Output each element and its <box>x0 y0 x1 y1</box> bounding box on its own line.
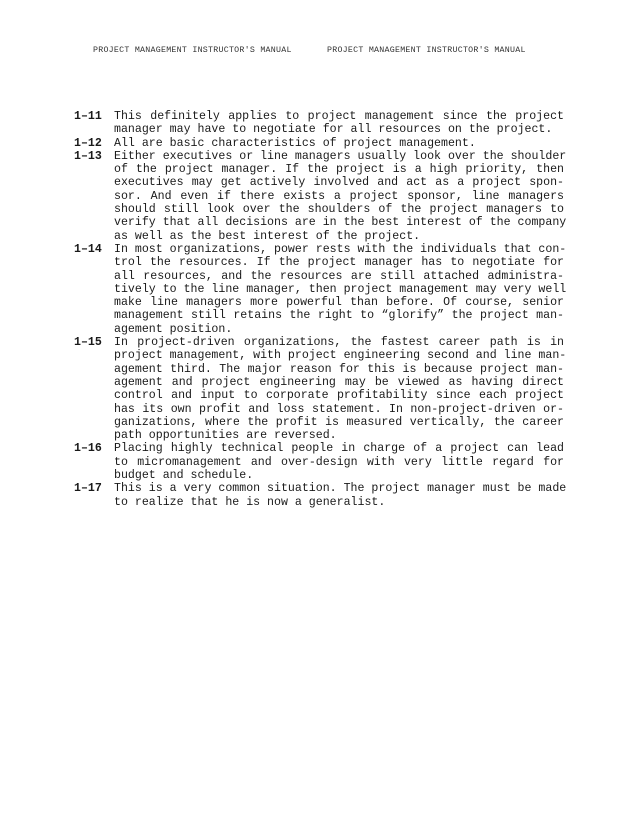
answer-line: agement third. The major reason for this is because project man- <box>114 362 564 376</box>
answer-line: has its own profit and loss statement. In non-project-driven or- <box>114 402 564 416</box>
answer-text <box>114 137 564 150</box>
answer-number: 1–14 <box>74 242 102 256</box>
answer-number: 1–16 <box>74 442 102 456</box>
answer-line: Either executives or line managers usually look over the shoulder <box>114 149 567 163</box>
answer-line: This is a very common situation. The project manager must be made <box>114 482 567 496</box>
answer-item <box>74 110 564 137</box>
answer-text <box>114 242 567 336</box>
answer-item <box>74 482 567 509</box>
answer-number: 1–17 <box>74 482 102 496</box>
answer-line: verify that all decisions are in the best interest of the company <box>114 216 567 230</box>
answer-item <box>74 137 564 150</box>
answer-line: budget and schedule. <box>114 469 254 483</box>
answer-line: project management, with project engineering second and line man- <box>114 349 567 363</box>
header-right-title: PROJECT MANAGEMENT INSTRUCTOR'S MANUAL <box>327 46 526 55</box>
answer-number: 1–12 <box>74 136 102 150</box>
answer-line: as well as the best interest of the project. <box>114 229 421 243</box>
answer-line: In most organizations, power rests with the individuals that con- <box>114 242 567 256</box>
answer-line: all resources, and the resources are still attached administra- <box>114 269 564 283</box>
answer-item <box>74 149 567 243</box>
answer-line: agement and project engineering may be viewed as having direct <box>114 375 564 389</box>
answer-number: 1–15 <box>74 336 102 350</box>
answer-line: management still retains the right to “glorify” the project man- <box>114 309 564 323</box>
answer-line: should still look over the shoulders of the project managers to <box>114 203 564 217</box>
answer-item <box>74 442 564 482</box>
answer-number: 1–11 <box>74 110 102 123</box>
answer-line: agement position. <box>114 322 233 336</box>
header-left-title: PROJECT MANAGEMENT INSTRUCTOR'S MANUAL <box>93 46 292 55</box>
answer-text <box>114 336 567 443</box>
answer-text <box>114 482 567 509</box>
answer-line: to realize that he is now a generalist. <box>114 495 386 509</box>
answer-line: control and input to corporate profitability since each project <box>114 389 564 403</box>
answer-line: trol the resources. If the project manager has to negotiate for <box>114 256 564 270</box>
answer-line: In project-driven organizations, the fastest career path is in <box>114 336 564 350</box>
running-header <box>0 46 638 60</box>
answer-number: 1–13 <box>74 149 102 163</box>
answer-line: make line managers more powerful than before. Of course, senior <box>114 296 564 310</box>
answer-item <box>74 242 567 336</box>
answer-line: All are basic characteristics of project management. <box>114 136 476 150</box>
answer-line: This definitely applies to project management since the project <box>114 110 564 123</box>
answer-text <box>114 442 564 482</box>
answer-line: tively to the line manager, then project management may very well <box>114 282 567 296</box>
answer-line: executives may get actively involved and act as a project spon- <box>114 176 564 190</box>
answer-line: sor. And even if there exists a project sponsor, line managers <box>114 189 564 203</box>
answer-list <box>74 110 567 509</box>
answer-line: manager may have to negotiate for all resources on the project. <box>114 123 553 137</box>
answer-line: of the project manager. If the project is a high priority, then <box>114 163 564 177</box>
answer-text <box>114 110 564 137</box>
answer-line: Placing highly technical people in charge of a project can lead <box>114 442 564 456</box>
answer-line: path opportunities are reversed. <box>114 429 337 443</box>
answer-line: ganizations, where the profit is measured vertically, the career <box>114 415 564 429</box>
answer-item <box>74 336 567 443</box>
answer-line: to micromanagement and over-design with very little regard for <box>114 455 564 469</box>
answer-text <box>114 149 567 243</box>
